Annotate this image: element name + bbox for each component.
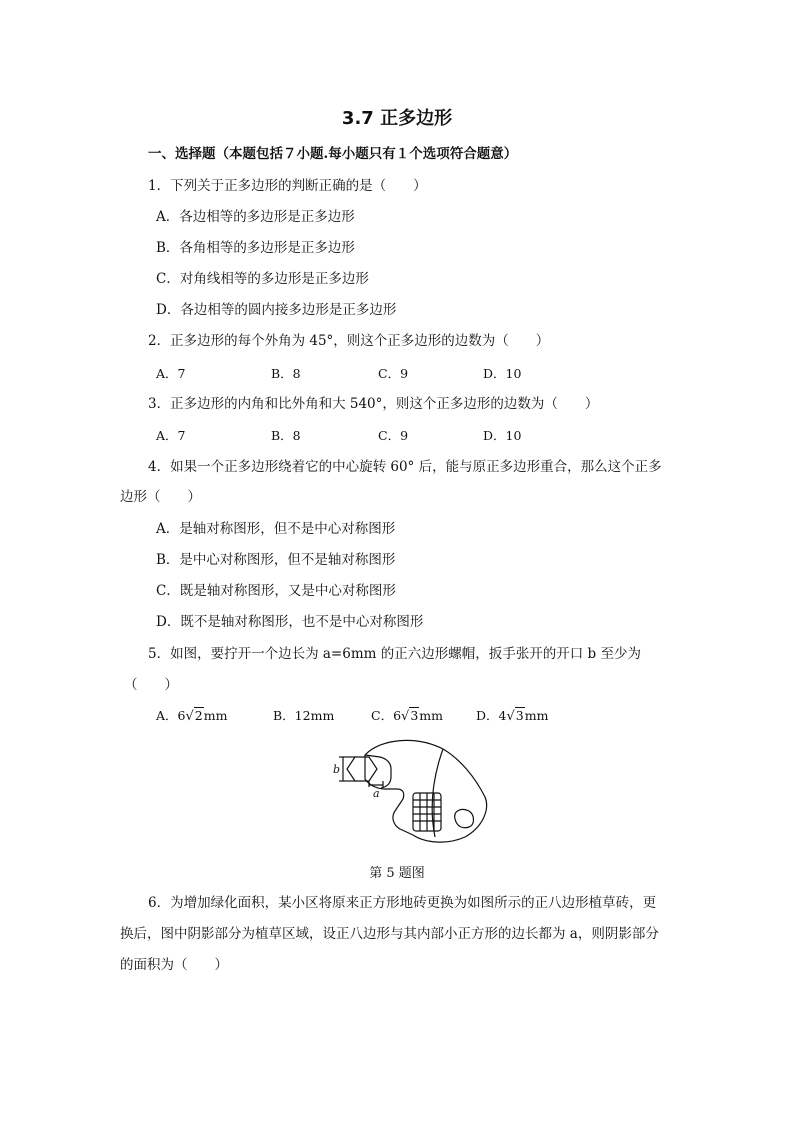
q2-option-d: D．10 bbox=[483, 366, 522, 381]
q3-stem: 3．正多边形的内角和比外角和大 540°，则这个正多边形的边数为（ ） bbox=[148, 396, 599, 412]
q5-option-d-prefix: D．4 bbox=[476, 708, 507, 723]
q5-option-d-unit: mm bbox=[524, 708, 549, 723]
q5-option-d-radicand: 3 bbox=[515, 708, 524, 723]
q5-stem-line1: 5．如图，要拧开一个边长为 a=6mm 的正六边形螺帽，扳手张开的开口 b 至少为 bbox=[148, 646, 641, 662]
q4-option-c: C．既是轴对称图形，又是中心对称图形 bbox=[156, 583, 396, 599]
q5-option-a-prefix: A．6 bbox=[156, 708, 186, 723]
q4-stem-line2: 边形（ ） bbox=[120, 489, 201, 505]
q2-option-c: C．9 bbox=[378, 366, 409, 381]
q4-option-d: D．既不是轴对称图形，也不是中心对称图形 bbox=[156, 614, 424, 630]
page-title: 3.7 正多边形 bbox=[341, 108, 453, 129]
q1-option-b: B．各角相等的多边形是正多边形 bbox=[156, 240, 355, 256]
q4-stem-line1: 4．如果一个正多边形绕着它的中心旋转 60° 后，能与原正多边形重合，那么这个正多 bbox=[148, 459, 662, 475]
q3-option-a: A．7 bbox=[156, 428, 186, 443]
q3-option-c: C．9 bbox=[378, 428, 409, 443]
figure-label-b: b bbox=[333, 763, 341, 776]
q5-stem-line2: （ ） bbox=[124, 677, 178, 693]
q5-option-a: A．6√2mm bbox=[156, 708, 228, 724]
q4-option-b: B．是中心对称图形，但不是轴对称图形 bbox=[156, 552, 396, 568]
q1-option-d: D．各边相等的圆内接多边形是正多边形 bbox=[156, 302, 397, 318]
q5-option-d: D．4√3mm bbox=[476, 708, 549, 724]
q4-option-a: A．是轴对称图形，但不是中心对称图形 bbox=[156, 521, 396, 537]
q1-stem: 1．下列关于正多边形的判断正确的是（ ） bbox=[148, 178, 427, 194]
q3-option-d: D．10 bbox=[483, 428, 522, 443]
q5-option-a-radicand: 2 bbox=[194, 708, 203, 723]
q5-option-c: C．6√3mm bbox=[371, 708, 443, 724]
q5-option-b: B．12mm bbox=[273, 708, 335, 723]
q6-line3: 的面积为（ ） bbox=[120, 957, 228, 973]
q5-option-a-unit: mm bbox=[203, 708, 228, 723]
q5-option-c-radicand: 3 bbox=[410, 708, 419, 723]
q3-option-b: B．8 bbox=[271, 428, 301, 443]
q5-option-c-prefix: C．6 bbox=[371, 708, 402, 723]
q6-line2: 换后，图中阴影部分为植草区域，设正八边形与其内部小正方形的边长都为 a，则阴影部分 bbox=[120, 926, 659, 942]
q2-option-a: A．7 bbox=[156, 366, 186, 381]
q1-option-c: C．对角线相等的多边形是正多边形 bbox=[156, 271, 369, 287]
q2-option-b: B．8 bbox=[271, 366, 301, 381]
wrench-figure bbox=[325, 737, 495, 847]
figure-caption: 第 5 题图 bbox=[369, 866, 425, 881]
q6-line1: 6．为增加绿化面积，某小区将原来正方形地砖更换为如图所示的正八边形植草砖，更 bbox=[148, 895, 657, 911]
q1-option-a: A．各边相等的多边形是正多边形 bbox=[156, 209, 355, 225]
section-heading: 一、选择题（本题包括７小题.每小题只有１个选项符合题意） bbox=[148, 146, 518, 162]
figure-label-a: a bbox=[373, 787, 380, 800]
q2-stem: 2．正多边形的每个外角为 45°，则这个正多边形的边数为（ ） bbox=[148, 333, 550, 349]
q5-option-c-unit: mm bbox=[419, 708, 443, 723]
